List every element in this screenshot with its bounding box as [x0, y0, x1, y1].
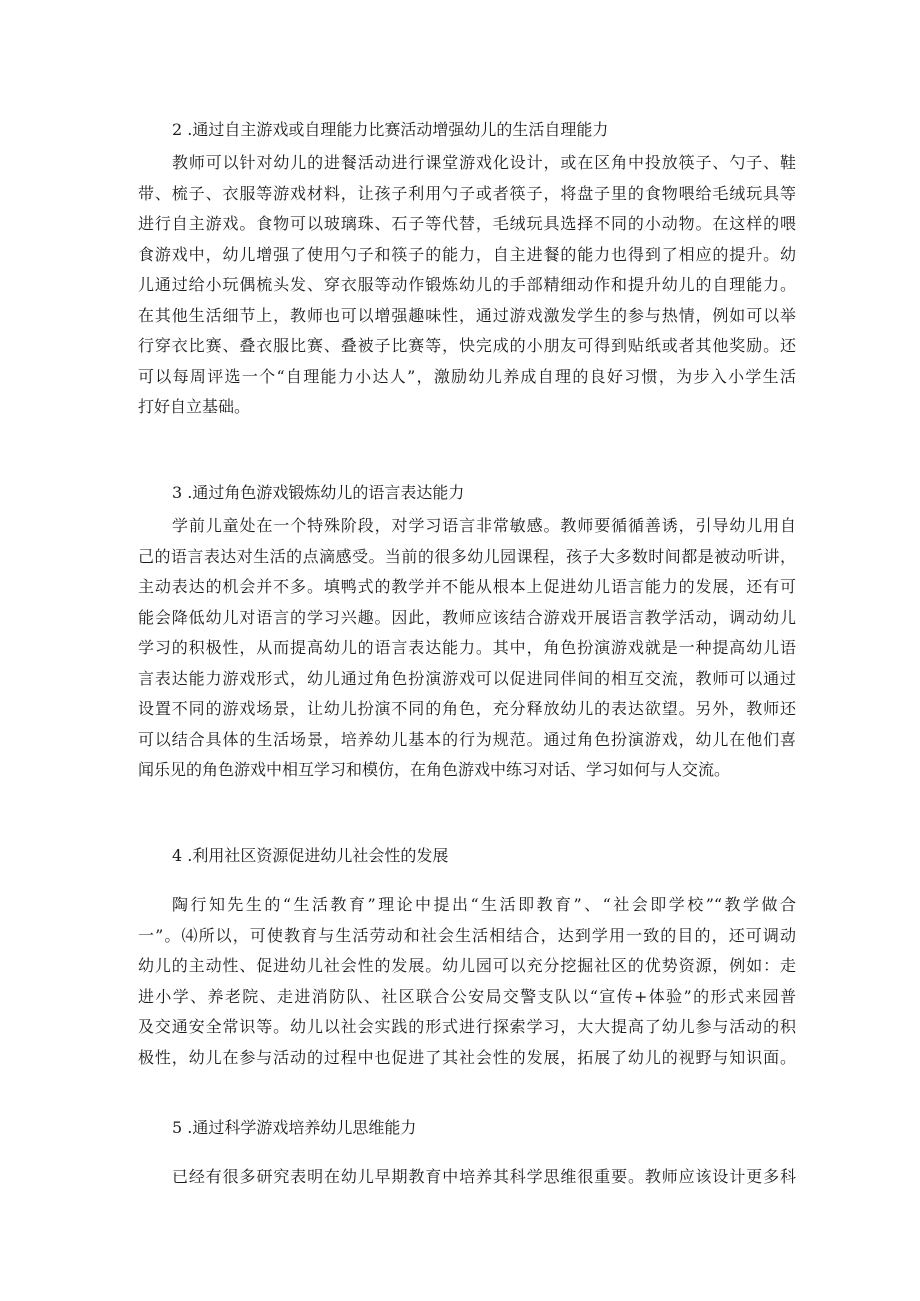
paragraph-line: 主动表达的机会并不多。填鸭式的教学并不能从根本上促进幼儿语言能力的发展，还有可 — [138, 577, 796, 596]
paragraph-line: 进行自主游戏。食物可以玻璃珠、石子等代替，毛绒玩具选择不同的小动物。在这样的喂 — [138, 214, 796, 233]
paragraph-line: 陶行知先生的“生活教育”理论中提出“生活即教育”、“社会即学校”“教学做合 — [172, 895, 796, 914]
paragraph-line: 幼儿的主动性、促进幼儿社会性的发展。幼儿园可以充分挖掘社区的优势资源，例如：走 — [138, 956, 796, 975]
paragraph-line: 一”。⑷所以，可使教育与生活劳动和社会生活相结合，达到学用一致的目的，还可调动 — [138, 925, 796, 945]
paragraph-line: 打好自立基础。 — [138, 397, 251, 416]
paragraph-line: 教师可以针对幼儿的进餐活动进行课堂游戏化设计，或在区角中投放筷子、勺子、鞋 — [172, 153, 796, 172]
paragraph-line: 极性，幼儿在参与活动的过程中也促进了其社会性的发展，拓展了幼儿的视野与知识面。 — [138, 1047, 796, 1067]
paragraph-line: 带、梳子、衣服等游戏材料，让孩子利用勺子或者筷子，将盘子里的食物喂给毛绒玩具等 — [138, 183, 796, 203]
paragraph-line: 学习的积极性，从而提高幼儿的语言表达能力。其中，角色扮演游戏就是一种提高幼儿语 — [138, 638, 796, 657]
section-2-heading: 2 .通过自主游戏或自理能力比赛活动增强幼儿的生活自理能力 — [172, 120, 609, 139]
paragraph-line: 可以每周评选一个“自理能力小达人”，激励幼儿养成自理的良好习惯，为步入小学生活 — [138, 366, 796, 386]
paragraph-line: 言表达能力游戏形式，幼儿通过角色扮演游戏可以促进同伴间的相互交流，教师可以通过 — [138, 668, 796, 688]
paragraph-line: 进小学、养老院、走进消防队、社区联合公安局交警支队以“宣传+体验”的形式来园普 — [138, 986, 796, 1006]
paragraph-line: 已经有很多研究表明在幼儿早期教育中培养其科学思维很重要。教师应该设计更多科 — [172, 1167, 796, 1186]
paragraph-line: 己的语言表达对生活的点滴感受。当前的很多幼儿园课程，孩子大多数时间都是被动听讲， — [138, 546, 796, 566]
section-3-paragraph — [138, 511, 796, 786]
paragraph-line: 设置不同的游戏场景，让幼儿扮演不同的角色，充分释放幼儿的表达欲望。另外，教师还 — [138, 699, 796, 718]
paragraph-line: 食游戏中，幼儿增强了使用勺子和筷子的能力，自主进餐的能力也得到了相应的提升。幼 — [138, 244, 796, 264]
paragraph-line: 在其他生活细节上，教师也可以增强趣味性，通过游戏激发学生的参与热情，例如可以举 — [138, 305, 796, 325]
paragraph-line: 能会降低幼儿对语言的学习兴趣。因此，教师应该结合游戏开展语言教学活动，调动幼儿 — [138, 607, 796, 627]
section-4-heading: 4 .利用社区资源促进幼儿社会性的发展 — [172, 846, 449, 865]
section-4-paragraph — [138, 890, 796, 1073]
paragraph-line: 可以结合具体的生活场景，培养幼儿基本的行为规范。通过角色扮演游戏，幼儿在他们喜 — [138, 729, 796, 749]
paragraph-line: 闻乐见的角色游戏中相互学习和模仿，在角色游戏中练习对话、学习如何与人交流。 — [138, 760, 731, 779]
paragraph-line: 儿通过给小玩偶梳头发、穿衣服等动作锻炼幼儿的手部精细动作和提升幼儿的自理能力。 — [138, 275, 796, 294]
section-2-paragraph — [138, 148, 796, 423]
section-5-heading: 5 .通过科学游戏培养幼儿思维能力 — [172, 1118, 417, 1137]
section-5-paragraph — [138, 1162, 796, 1193]
paragraph-line: 行穿衣比赛、叠衣服比赛、叠被子比赛等，快完成的小朋友可得到贴纸或者其他奖励。还 — [138, 336, 796, 355]
section-3-heading: 3 .通过角色游戏锻炼幼儿的语言表达能力 — [172, 483, 465, 502]
paragraph-line: 学前儿童处在一个特殊阶段，对学习语言非常敏感。教师要循循善诱，引导幼儿用自 — [172, 516, 796, 535]
paragraph-line: 及交通安全常识等。幼儿以社会实践的形式进行探索学习，大大提高了幼儿参与活动的积 — [138, 1017, 796, 1036]
